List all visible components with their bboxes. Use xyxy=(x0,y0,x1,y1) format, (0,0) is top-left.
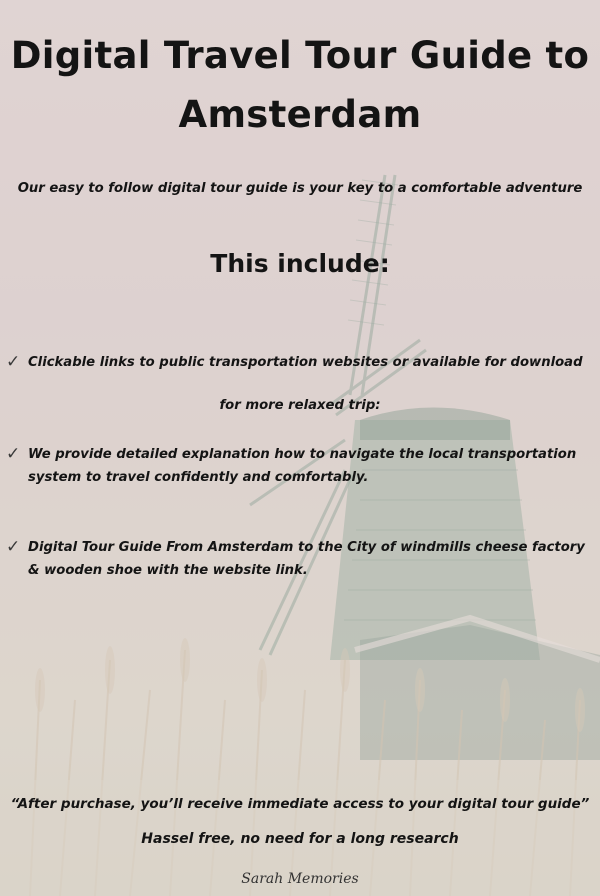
includes-heading: This include: xyxy=(210,249,390,278)
subtitle: Our easy to follow digital tour guide is your key to a comfortable adventure xyxy=(17,181,583,196)
checkmark-icon: ✓ xyxy=(6,444,21,464)
list-item xyxy=(6,443,596,489)
list-item-text: Clickable links to public transportation websites or available for download xyxy=(28,355,583,370)
title-line-2: Amsterdam xyxy=(178,93,422,136)
tagline: Hassel free, no need for a long research xyxy=(141,831,459,847)
list-item-text: We provide detailed explanation how to navigate the local transportation system to travel confidently and comfortably. xyxy=(28,447,577,485)
list-item-text: Digital Tour Guide From Amsterdam to the City of windmills cheese factory & wooden shoe with the website link. xyxy=(28,540,585,578)
list-item xyxy=(6,351,596,374)
list-item xyxy=(6,536,596,582)
checkmark-icon: ✓ xyxy=(6,352,21,372)
title-line-1: Digital Travel Tour Guide to xyxy=(10,34,590,77)
signature: Sarah Memories xyxy=(241,871,359,887)
list-item-continuation: for more relaxed trip: xyxy=(219,398,381,413)
page-title xyxy=(0,26,600,144)
checkmark-icon: ✓ xyxy=(6,537,21,557)
purchase-quote: “After purchase, you’ll receive immediate access to your digital tour guide” xyxy=(10,796,590,812)
